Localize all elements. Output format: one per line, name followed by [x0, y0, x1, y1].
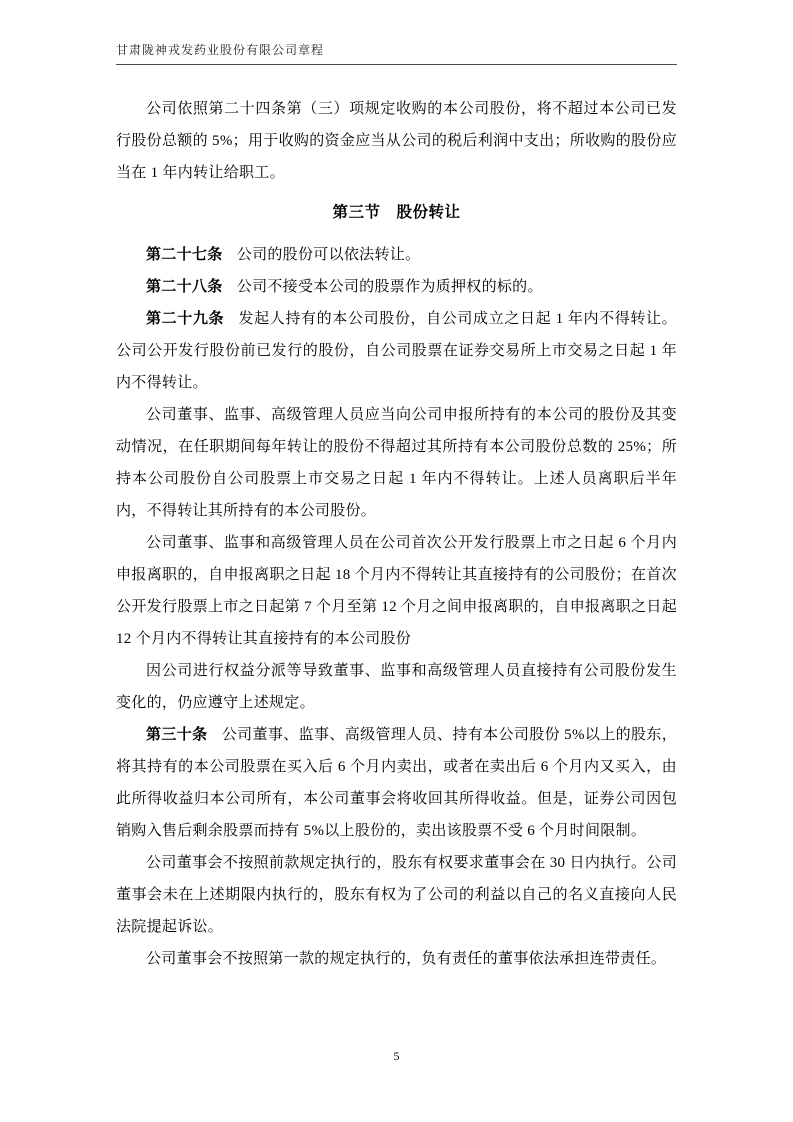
section-heading: 第三节 股份转让 [332, 204, 461, 221]
body-paragraph: 公司依照第二十四条第（三）项规定收购的本公司股份，将不超过本公司已发行股份总额的 5%；用于收购的资金应当从公司的税后利润中支出；所收购的股份应当在 1 年内转让给职工。 [116, 101, 677, 181]
article-number: 第二十九条 [146, 311, 225, 327]
body-paragraph: 因公司进行权益分派等导致董事、监事和高级管理人员直接持有公司股份发生变化的，仍应遵守上述规定。 [116, 663, 677, 711]
article-number: 第二十七条 [146, 247, 223, 263]
article-number: 第二十八条 [146, 279, 223, 295]
article-paragraph: 第二十九条 发起人持有的本公司股份，自公司成立之日起 1 年内不得转让。公司公开发行股份前已发行的股份，自公司股票在证券交易所上市交易之日起 1 年内不得转让。 [116, 311, 677, 391]
document-header-title: 甘肃陇神戎发药业股份有限公司章程 [116, 43, 325, 57]
body-paragraph: 公司董事会不按照前款规定执行的，股东有权要求董事会在 30 日内执行。公司董事会未在上述期限内执行的，股东有权为了公司的利益以自己的名义直接向人民法院提起诉讼。 [116, 855, 677, 935]
body-paragraph: 公司董事会不按照第一款的规定执行的，负有责任的董事依法承担连带责任。 [146, 951, 667, 967]
article-number: 第三十条 [146, 727, 208, 743]
article-paragraph: 第二十七条 公司的股份可以依法转让。 [146, 247, 421, 263]
article-paragraph: 第三十条 公司董事、监事、高级管理人员、持有本公司股份 5%以上的股东，将其持有的本公司股票在买入后 6 个月内卖出，或者在卖出后 6 个月内又买入，由此所得收益归本公司所有，本公司董事会将收回其所得收益。但是，证券公司因包销购入售后剩余股票而持有 5%以上股份的，卖出该股票不受 6 个月时间限制。 [116, 727, 677, 839]
body-paragraph: 公司董事、监事和高级管理人员在公司首次公开发行股票上市之日起 6 个月内申报离职的，自申报离职之日起 18 个月内不得转让其直接持有的公司股份；在首次公开发行股票上市之日起第 7 个月至第 12 个月之间申报离职的，自申报离职之日起 12 个月内不得转让其直接持有的本公司股份 [116, 535, 677, 647]
document-body [116, 93, 677, 975]
body-paragraph: 公司董事、监事、高级管理人员应当向公司申报所持有的本公司的股份及其变动情况，在任职期间每年转让的股份不得超过其所持有本公司股份总数的 25%；所持本公司股份自公司股票上市交易之日起 1 年内不得转让。上述人员离职后半年内，不得转让其所持有的本公司股份。 [116, 407, 677, 519]
document-header [116, 42, 677, 65]
article-paragraph: 第二十八条 公司不接受本公司的股票作为质押权的标的。 [146, 279, 543, 295]
page-number: 5 [393, 1049, 400, 1063]
